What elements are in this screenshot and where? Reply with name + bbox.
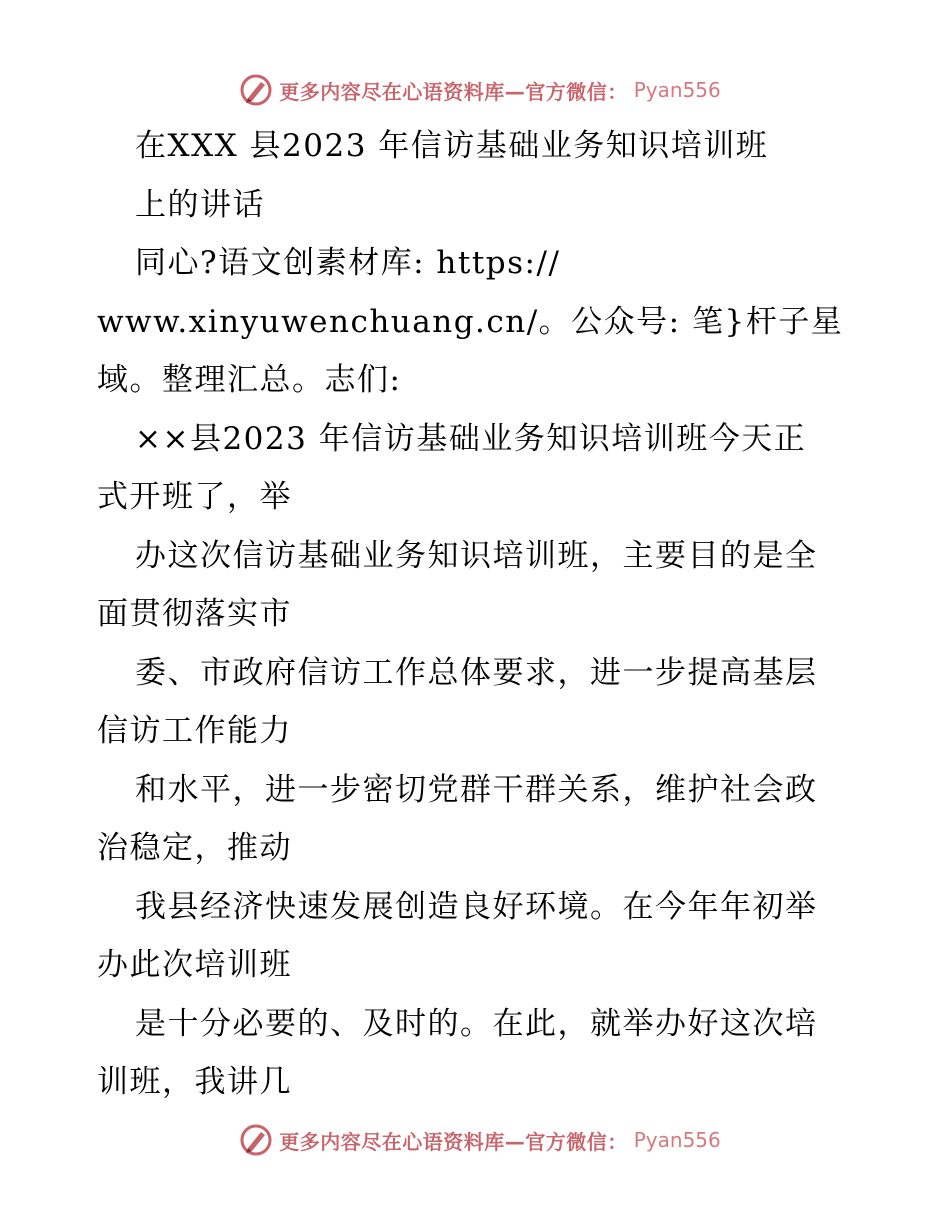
text-line: 面贯彻落实市	[97, 596, 292, 632]
text-line: 治稳定，推动	[97, 830, 292, 866]
text-line: 办这次信访基础业务知识培训班，主要目的是全	[135, 537, 818, 574]
header-banner-content	[239, 73, 721, 107]
text-line: 在XXX 县2023 年信访基础业务知识培训班	[135, 128, 769, 164]
text-line: 上的讲话	[135, 186, 265, 223]
text-line: 信访工作能力	[97, 713, 292, 749]
document-body	[97, 117, 867, 1112]
banner-text: 更多内容尽在心语资料库—官方微信：	[279, 1129, 628, 1154]
text-line: 是十分必要的、及时的。在此，就举办好这次培	[135, 1005, 818, 1042]
text-line: 式开班了，举	[97, 479, 292, 515]
banner-text: 更多内容尽在心语资料库—官方微信：	[279, 79, 628, 104]
banner-wechat-id: Pyan556	[633, 78, 721, 102]
footer-banner	[0, 1120, 950, 1160]
text-line: 委、市政府信访工作总体要求，进一步提高基层	[135, 654, 818, 691]
text-line: 训班，我讲几	[97, 1064, 292, 1100]
text-line: ××县2023 年信访基础业务知识培训班今天正	[135, 420, 807, 457]
text-line: 同心?语文创素材库: https://	[135, 245, 561, 281]
banner-wechat-id: Pyan556	[633, 1128, 721, 1152]
pen-logo-icon	[239, 73, 273, 107]
header-banner	[0, 70, 950, 110]
footer-banner-content	[239, 1123, 721, 1157]
text-line: 和水平，进一步密切党群干群关系，维护社会政	[135, 771, 818, 808]
text-line: 我县经济快速发展创造良好环境。在今年年初举	[135, 888, 818, 925]
text-line: 办此次培训班	[97, 947, 292, 983]
pen-logo-icon	[239, 1123, 273, 1157]
text-line: 域。整理汇总。志们:	[97, 362, 402, 398]
text-line: www.xinyuwenchuang.cn/。公众号: 笔}杆子星	[97, 303, 844, 340]
